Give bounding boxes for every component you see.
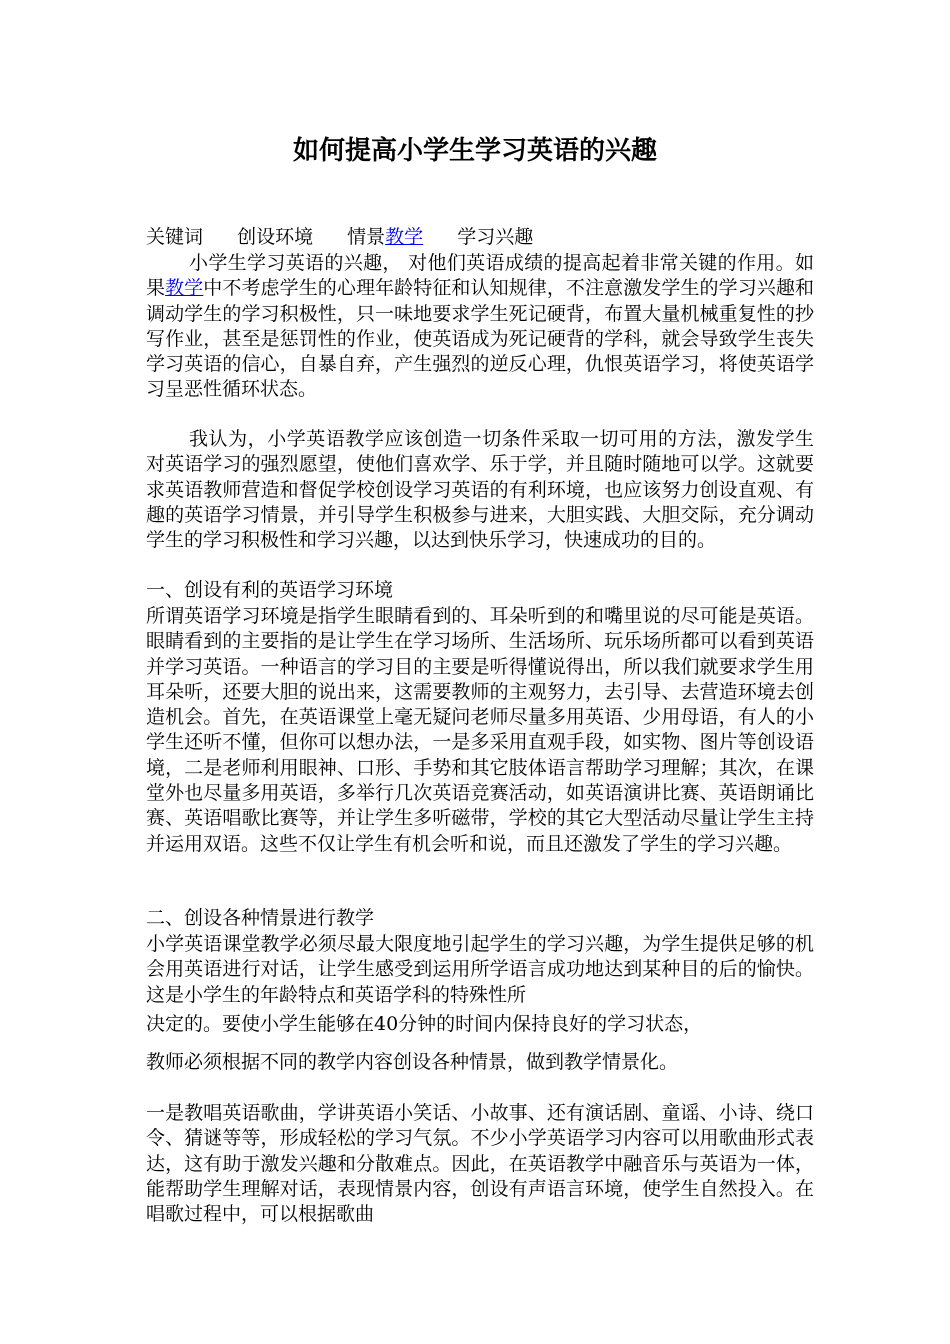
paragraph-environment: 所谓英语学习环境是指学生眼睛看到的、耳朵听到的和嘴里说的尽可能是英语。眼睛看到的主要指的是让学生在学习场所、生活场所、玩乐场所都可以看到英语并学习英语。一种语言的学习目的主要是听得懂说得出，所以我们就要求学生用耳朵听，还要大胆的说出来，这需要教师的主观努力，去引导、去营造环境去创造机会。首先，在英语课堂上毫无疑问老师尽量多用英语、少用母语，有人的小学生还听不懂，但你可以想办法，一是多采用直观手段，如实物、图片等创设语境，二是老师利用眼神、口形、手势和其它肢体语言帮助学习理解；其次，在课堂外也尽量多用英语，多举行几次英语竞赛活动，如英语演讲比赛、英语朗诵比赛、英语唱歌比赛等，并让学生多听磁带，学校的其它大型活动尽量让学生主持并运用双语。这些不仅让学生有机会听和说，而且还激发了学生的学习兴趣。 xyxy=(146,605,814,855)
section-heading-environment: 一、创设有利的英语学习环境 xyxy=(146,579,394,601)
paragraph-intro xyxy=(146,251,814,403)
paragraph-intro-part2: 中不考虑学生的心理年龄特征和认知规律，不注意激发学生的学习兴趣和调动学生的学习积极性，只一味地要求学生死记硬背，布置大量机械重复性的抄写作业，甚至是惩罚性的作业，使英语成为死记硬背的学科，就会导致学生丧失学习英语的信心，自暴自弃，产生强烈的逆反心理，仇恨英语学习，将使英语学习呈恶性循环状态。 xyxy=(146,277,814,401)
paragraph-opinion: 我认为，小学英语教学应该创造一切条件采取一切可用的方法，激发学生对英语学习的强烈愿望，使他们喜欢学、乐于学，并且随时随地可以学。这就要求英语教师营造和督促学校创设学习英语的有利环境，也应该努力创设直观、有趣的英语学习情景，并引导学生积极参与进来，大胆实践、大胆交际，充分调动学生的学习积极性和学习兴趣，以达到快乐学习，快速成功的目的。 xyxy=(146,428,814,552)
paragraph-scenes: 小学英语课堂教学必须尽最大限度地引起学生的学习兴趣，为学生提供足够的机会用英语进行对话，让学生感受到运用所学语言成功地达到某种目的后的愉快。这是小学生的年龄特点和英语学科的特殊性所 xyxy=(146,933,814,1006)
section-heading-scenes: 二、创设各种情景进行教学 xyxy=(146,907,375,929)
keywords-label: 关键词 xyxy=(146,226,204,248)
keyword-environment: 创设环境 xyxy=(237,226,314,248)
keyword-scene-prefix: 情景 xyxy=(347,226,386,248)
teaching-link-inline[interactable]: 教学 xyxy=(165,277,204,300)
paragraph-scenes-line3: 教师必须根据不同的教学内容创设各种情景，做到教学情景化。 xyxy=(146,1051,679,1073)
keyword-scene-teaching xyxy=(347,226,423,248)
paragraph-scenes-line2: 决定的。要使小学生能够在40分钟的时间内保持良好的学习状态， xyxy=(146,1013,703,1035)
keywords-line xyxy=(146,225,814,250)
keyword-learning-interest: 学习兴趣 xyxy=(457,226,534,248)
document-title: 如何提高小学生学习英语的兴趣 xyxy=(292,136,657,166)
teaching-link[interactable]: 教学 xyxy=(385,226,424,248)
paragraph-intro-part1: 小学生学习英语的兴趣， 对他们英语成绩的提高起着非常关键的作用。如果 xyxy=(146,252,814,300)
paragraph-songs: 一是教唱英语歌曲，学讲英语小笑话、小故事、还有演话剧、童谣、小诗、绕口令、猜谜等等，形成轻松的学习气氛。不少小学英语学习内容可以用歌曲形式表达，这有助于激发兴趣和分散难点。因此，在英语教学中融音乐与英语为一体，能帮助学生理解对话，表现情景内容，创设有声语言环境，使学生自然投入。在唱歌过程中，可以根据歌曲 xyxy=(146,1102,814,1226)
